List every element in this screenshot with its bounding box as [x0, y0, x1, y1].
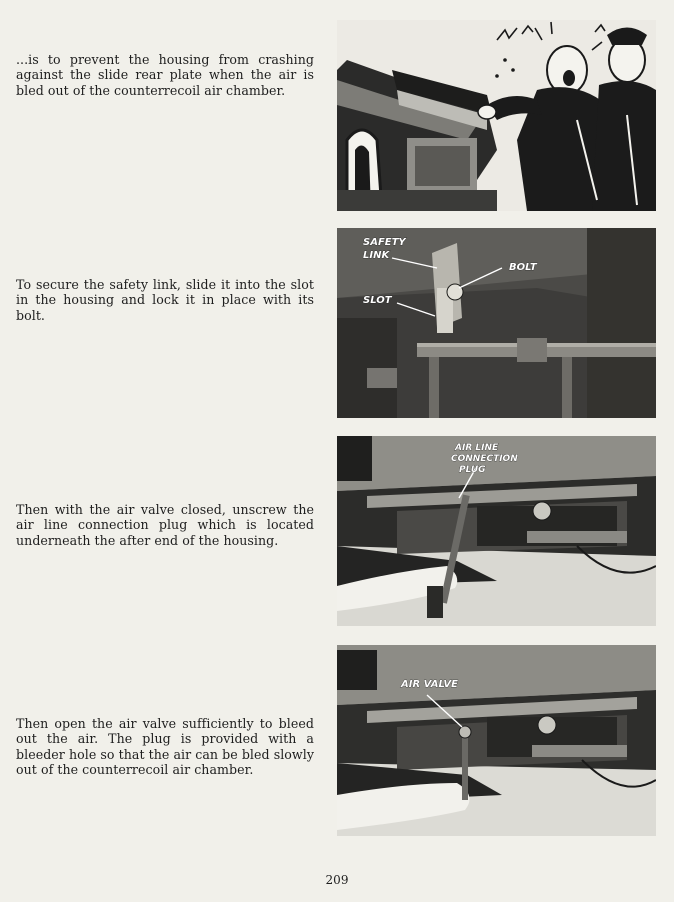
label-safety: SAFETY: [363, 237, 406, 248]
label-connection: CONNECTION: [451, 454, 518, 464]
label-slot: SLOT: [363, 295, 392, 306]
photo-air-valve: [337, 645, 656, 836]
label-air-valve: AIR VALVE: [401, 679, 459, 690]
caption-safety-link: To secure the safety link, slide it into the slot in the housing and lock it in place with its bolt.: [16, 277, 314, 323]
caption-open-air-valve: Then open the air valve sufficiently to bleed out the air. The plug is provided with a bleeder hole so that the air can be bled slowly out of the counterrecoil air chamber.: [16, 716, 314, 778]
photo-air-line-plug: [337, 436, 656, 626]
photo-cartoon-housing-crash: [337, 20, 656, 211]
photo-safety-link: [337, 228, 656, 418]
page-number: 209: [325, 873, 349, 887]
label-plug: PLUG: [459, 465, 486, 475]
label-link: LINK: [363, 250, 390, 261]
caption-unscrew-plug: Then with the air valve closed, unscrew the air line connection plug which is located underneath the after end of the housing.: [16, 502, 314, 548]
label-air-line: AIR LINE: [455, 443, 499, 453]
label-bolt: BOLT: [509, 262, 537, 273]
caption-housing-crash: ...is to prevent the housing from crashing against the slide rear plate when the air is bled out of the counterrecoil air chamber.: [16, 52, 314, 98]
